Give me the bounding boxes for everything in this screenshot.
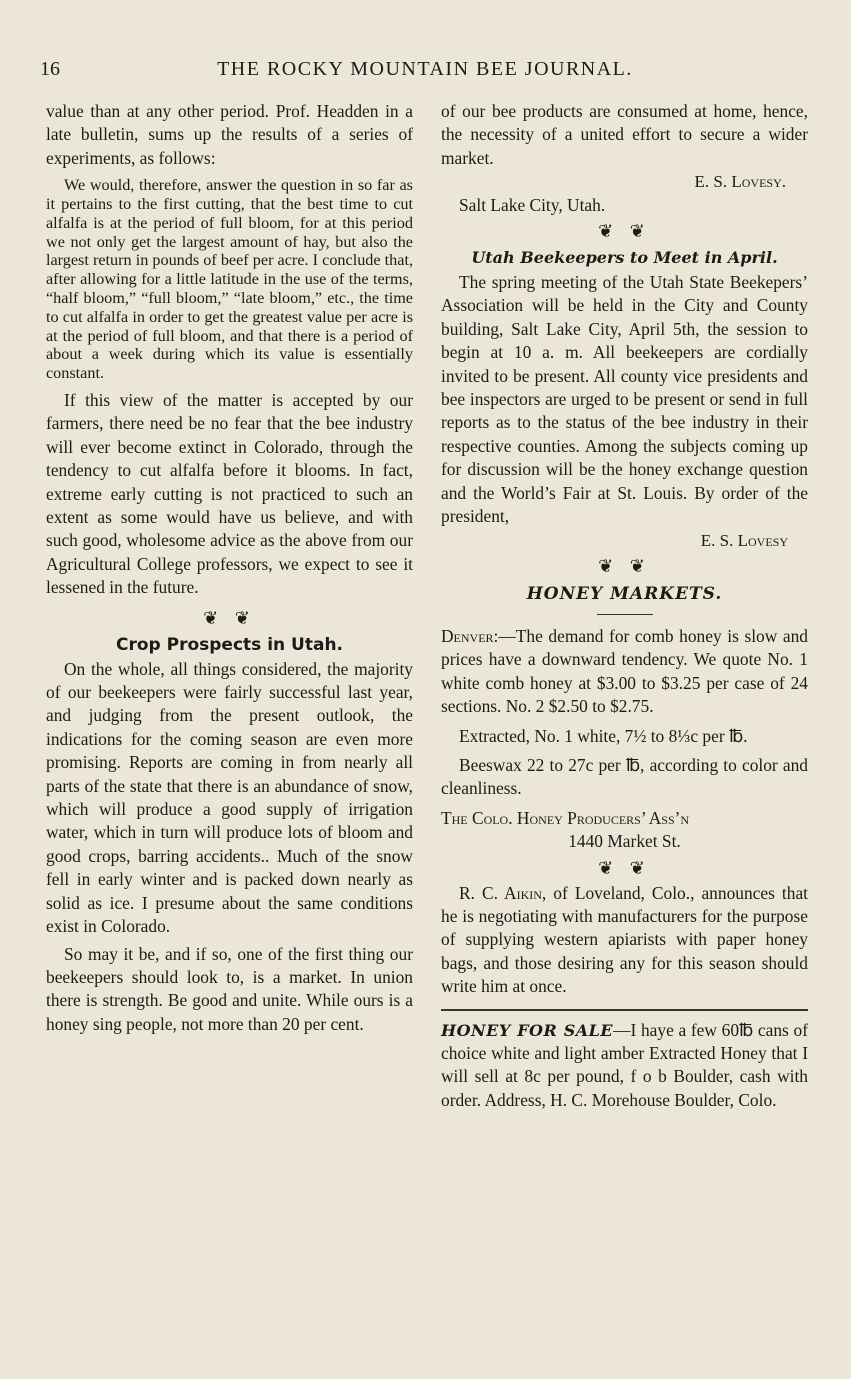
leaf-ornament: ❦ ❦ bbox=[598, 555, 651, 576]
signature: E. S. Lovesy bbox=[700, 530, 788, 550]
section-heading: HONEY MARKETS. bbox=[526, 583, 723, 604]
section-heading: Crop Prospects in Utah. bbox=[115, 634, 344, 655]
leaf-ornament: ❦ ❦ bbox=[203, 607, 256, 628]
leaf-ornament: ❦ ❦ bbox=[598, 857, 651, 878]
paragraph: If this view of the matter is accepted by our farmers, there need be no fear that the bee industry will ever become extinct in Colorado, through the tendency to cut alfalfa before it blooms. In fact, extreme early cutting is not practiced to such an extent as some would have us believe, and with such good, wholesome advice as the above from our Agricultural College professors, we expect to see it lessened in the future. bbox=[46, 389, 413, 598]
paragraph: Beeswax 22 to 27c per ℔, according to color and cleanliness. bbox=[441, 754, 808, 799]
market-report bbox=[441, 625, 808, 719]
page-number: 16 bbox=[40, 58, 60, 80]
market-text: —The demand for comb honey is slow and prices have a downward tendency. We quote No. 1 white comb honey at $3.00 to $3.25 per case of 24 sections. No. 2 $2.50 to $2.75. bbox=[441, 625, 808, 717]
ad-text: —I haye a few 60℔ cans of choice white and light amber Extracted Honey that I will sell at 8c per pound, f o b Boulder, cash with order. Address, H. C. Morehouse Boulder, Colo. bbox=[441, 1019, 808, 1110]
paragraph: value than at any other period. Prof. Headden in a late bulletin, sums up the results of a series of experiments, as follows: bbox=[46, 101, 413, 168]
left-column bbox=[46, 100, 413, 1036]
paragraph: The spring meeting of the Utah State Beekepers’ Association will be held in the City and County building, Salt Lake City, April 5th, the session to begin at 10 a. m. All beekeepers are cordially invited to be present. All county vice presidents and bee inspectors are urged to be present or send in full reports as to the status of the bee industry in their respective counties. Among the subjects coming up for discussion will be the honey exchange question and the World’s Fair at St. Louis. By order of the president, bbox=[441, 272, 808, 527]
market-city: Denver: bbox=[441, 625, 499, 646]
announcement bbox=[441, 882, 808, 999]
page-header bbox=[40, 50, 810, 86]
paragraph: So may it be, and if so, one of the first thing our beekeepers should look to, is a market. In union there is strength. Be good and unite. While ours is a honey sing people, not more than 20 per cent. bbox=[46, 943, 413, 1034]
classified-ad bbox=[441, 1019, 808, 1113]
leaf-ornament: ❦ ❦ bbox=[598, 221, 651, 242]
ad-heading: HONEY FOR SALE bbox=[441, 1020, 614, 1040]
person-name: R. C. Aikin, bbox=[459, 882, 547, 903]
dateline: Salt Lake City, Utah. bbox=[459, 194, 606, 215]
signature: E. S. Lovesy. bbox=[694, 172, 786, 192]
paragraph: of our bee products are consumed at home, hence, the necessity of a united effort to secure a wider market. bbox=[441, 101, 808, 168]
section-heading: Utah Beekeepers to Meet in April. bbox=[471, 248, 778, 268]
paragraph: On the whole, all things considered, the majority of our beekeepers were fairly successful last year, and judging from the present outlook, the indications for the coming season are even more promising. Reports are coming in from nearly all parts of the state that there is an abundance of snow, which will produce a good supply of irrigation water, which in turn will produce lots of bloom and good crops, barring accidents.. Much of the snow fell in early winter and is packed down nearly as solid as ice. I presume about the same conditions exist in Colorado. bbox=[46, 658, 413, 937]
block-quote: We would, therefore, answer the question in so far as it pertains to the first cutting, that the best time to cut alfalfa is at the period of full bloom, for at this period we not only get the largest amount of hay, but also the largest return in pounds of beef per acre. I conclude that, after allowing for a little latitude in the use of the terms, “half bloom,” “full bloom,” “late bloom,” etc., the time to cut alfalfa in order to get the greatest value per acre is at the period of full bloom, and that there is a period of about a week during which its value is essentially constant. bbox=[46, 176, 413, 383]
address: 1440 Market St. bbox=[568, 831, 681, 852]
signature: The Colo. Honey Producers’ Ass’n bbox=[441, 807, 690, 828]
paragraph: Extracted, No. 1 white, 7½ to 8⅓c per ℔. bbox=[459, 725, 748, 746]
divider bbox=[597, 614, 653, 615]
announcement-text: of Loveland, Colo., announces that he is negotiating with manufacturers for the purpose of supplying western apiarists with paper honey bags, and those desiring any for this season should write him at once. bbox=[441, 882, 808, 997]
running-title: THE ROCKY MOUNTAIN BEE JOURNAL. bbox=[217, 58, 633, 80]
divider bbox=[441, 1009, 808, 1011]
right-column bbox=[441, 100, 808, 1112]
